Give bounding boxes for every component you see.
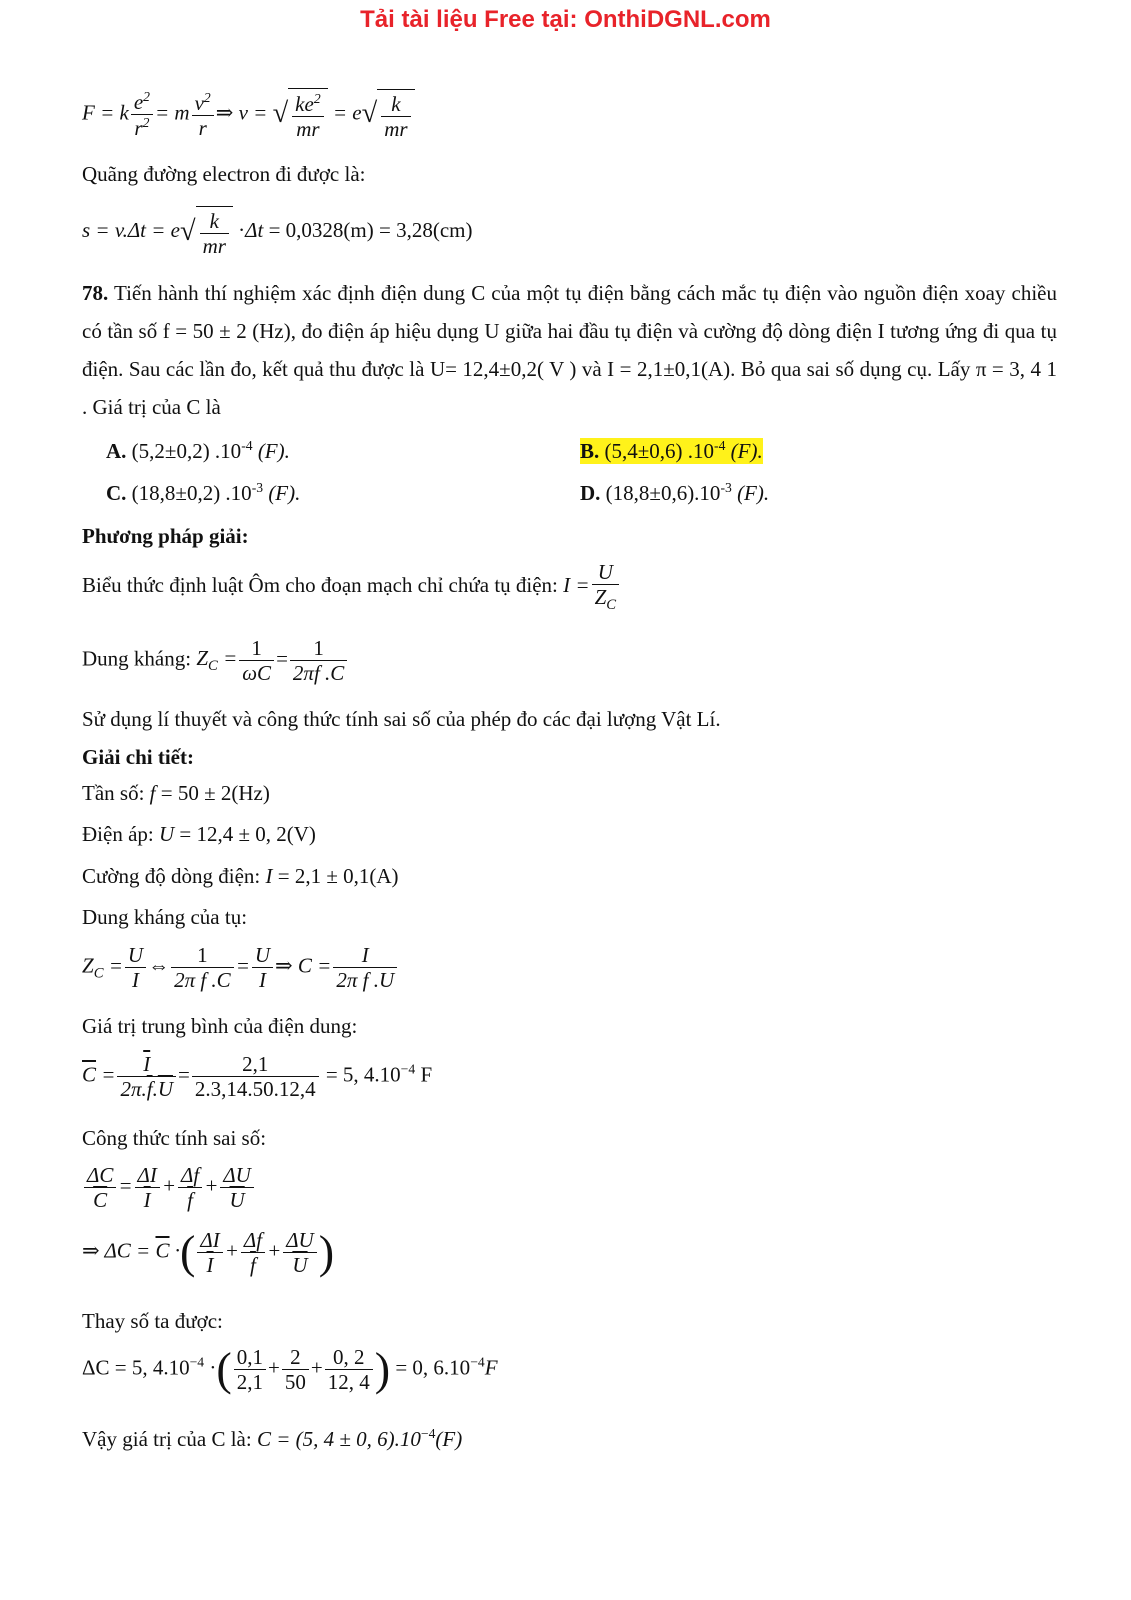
distance-formula: s = v.Δt = e √ $\frac{k}{mr}$ ·Δt = 0,0328(m) = 3,28(cm) <box>82 206 1057 258</box>
question-number: 78. <box>82 281 109 305</box>
solution-heading: Giải chi tiết: <box>82 745 194 769</box>
method-heading: Phương pháp giải: <box>82 524 249 548</box>
ohm-law-line: Biểu thức định luật Ôm cho đoạn mạch chỉ chứa tụ điện: I = $\frac{U}{Z_C}$ <box>82 560 1057 614</box>
page-header-link[interactable]: Tải tài liệu Free tại: OnthiDGNL.com <box>360 6 771 33</box>
substitution-formula: ΔC = 5, $4.10^{-4}$ ·( $\frac{0,1}{2,1}$ + $\frac{2}{50}$ + $\frac{0, 2}{12, 4}$ ) = 0, $6.10^{-4}F$ <box>82 1343 498 1395</box>
mean-heading: Giá trị trung bình của điện dung: <box>82 1014 358 1038</box>
reactance-heading: Dung kháng của tụ: <box>82 905 248 929</box>
theory-text: Sử dụng lí thuyết và công thức tính sai số của phép đo các đại lượng Vật Lí. <box>82 707 721 731</box>
coulomb-formula: F = k $\frac{e^2}{r^2}$ = m $\frac{v^2}{r}$ ⇒ v = √ $\frac{ke^2}{mr}$ = e √ $\frac{k}{mr}$ <box>82 88 1057 141</box>
frequency-line: Tần số: f = 50 ± 2(Hz) <box>82 781 270 805</box>
question-78 <box>82 274 1057 426</box>
distance-result: = 0,0328(m) = 3,28(cm) <box>268 217 473 242</box>
voltage-line: Điện áp: U = 12,4 ± 0, 2(V) <box>82 822 316 846</box>
question-text: Tiến hành thí nghiệm xác định điện dung C của một tụ điện bằng cách mắc tụ điện vào nguồn điện xoay chiều có tần số f = 50 ± 2 (Hz), đo điện áp hiệu dụng U giữa hai đầu tụ điện và cường độ dòng điện I tương ứng đi qua tụ điện. Sau các lần đo, kết quả thu được là U= 12,4±0,2( V ) và I = 2,1±0,1(A). Bỏ qua sai số dụng cụ. Lấy π = 3, 4 1 . Giá trị của C là <box>82 281 1058 419</box>
option-c[interactable]: C. (18,8±0,2) $.10^{-3}$ (F). <box>106 480 301 505</box>
mean-capacitance: $\overline{C}$ = $\frac{\overline{I}}{2\pi.\overline{f}.\overline{U}}$ = $\frac{2,1}{2.3,14.50.12,4}$ = 5, $4.10^{-4}$ F <box>82 1052 433 1102</box>
substitution-heading: Thay số ta được: <box>82 1309 223 1333</box>
distance-text: Quãng đường electron đi được là: <box>82 162 366 186</box>
option-d[interactable]: D. $(18,8\pm 0,6).10^{-3}$ (F). <box>580 480 770 505</box>
absolute-error-formula: ⇒ $\Delta C = \overline{C}$ ·( $\frac{\Delta I}{I}$ + $\frac{\Delta f}{f}$ + $\frac{\Delta U}{U}$ ) <box>82 1226 335 1278</box>
reactance-derivation: $Z_C$ = $\frac{U}{I}$ ⇔ $\frac{1}{\text{2π f .C}}$ = $\frac{U}{I}$ ⇒ C = $\frac{I}{\text{2π f .U}}$ <box>82 943 1057 992</box>
current-line: Cường độ dòng điện: I = 2,1 ± 0,1(A) <box>82 864 399 888</box>
option-a[interactable]: A. (5,2±0,2) $.10^{-4}$ (F). <box>106 438 290 463</box>
reactance-line: Dung kháng: $Z_C$ = $\frac{1}{\omega C}$ = $\frac{1}{2\pi f .C}$ <box>82 636 1057 685</box>
option-b-correct[interactable]: B. (5,4±0,6) $.10^{-4}$ (F). <box>580 438 763 463</box>
relative-error-formula: $\frac{\Delta C}{C}$ = $\frac{\Delta I}{I}$ + $\frac{\Delta f}{f}$ + $\frac{\Delta U}{U}$ <box>82 1163 1057 1212</box>
conclusion-line: Vậy giá trị của C là: C = (5, 4 ± 0, $6).10^{-4}(F)$ <box>82 1426 463 1451</box>
error-heading: Công thức tính sai số: <box>82 1126 267 1150</box>
